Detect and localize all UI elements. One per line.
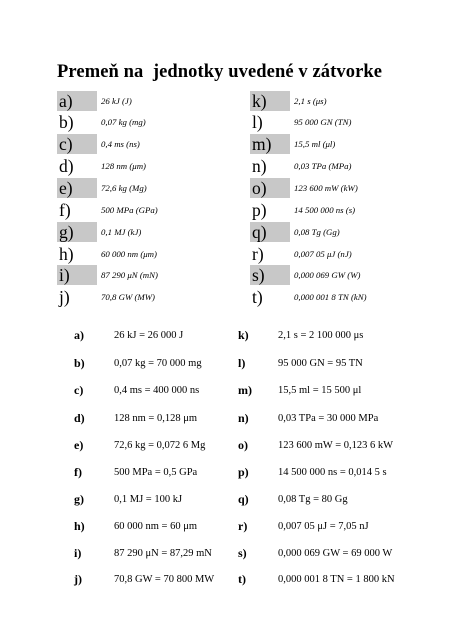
task-letter: b) [59,112,74,132]
task-letter: n) [252,156,267,176]
answer-text: 15,5 ml = 15 500 μl [278,384,362,396]
answer-text: 87 290 μN = 87,29 mN [114,547,212,559]
task-letter: k) [250,91,290,111]
task-expression: 26 kJ (J) [101,96,132,106]
task-expression: 0,07 kg (mg) [101,117,146,127]
answer-letter: t) [238,571,246,586]
task-expression: 0,000 069 GW (W) [294,270,361,280]
answer-letter: d) [74,410,85,425]
task-expression: 0,1 MJ (kJ) [101,227,142,237]
task-letter: i) [57,265,97,285]
answer-letter: c) [74,382,84,397]
task-h [57,244,157,264]
task-letter: r) [252,244,264,264]
answer-letter: f) [74,464,82,479]
answer-text: 0,07 kg = 70 000 mg [114,357,202,369]
answer-s [238,544,392,562]
worksheet-title: Premeň na jednotky uvedené v zátvorke [57,62,383,82]
answer-text: 0,000 001 8 TN = 1 800 kN [278,573,395,585]
task-b [57,112,146,132]
answer-text: 123 600 mW = 0,123 6 kW [278,439,394,451]
task-n [250,156,351,176]
answer-letter: b) [74,355,85,370]
task-letter: j) [59,287,70,307]
task-letter: e) [57,178,97,198]
task-letter: m) [250,134,290,154]
answer-f [74,463,197,481]
task-i [57,265,158,285]
answer-letter: p) [238,464,249,479]
task-q [250,222,340,242]
task-letter: c) [57,134,97,154]
answer-text: 60 000 nm = 60 μm [114,520,198,532]
task-e [57,178,147,198]
task-expression: 87 290 μN (mN) [101,270,158,280]
answer-i [74,544,212,562]
task-expression: 70,8 GW (MW) [101,292,155,302]
answer-m [238,381,361,399]
answer-text: 95 000 GN = 95 TN [278,357,363,369]
answer-letter: k) [238,327,249,342]
answer-k [238,326,363,344]
task-expression: 0,08 Tg (Gg) [294,227,340,237]
answer-letter: g) [74,491,84,506]
task-p [250,200,355,220]
answer-letter: n) [238,410,249,425]
task-l [250,112,351,132]
task-m [250,134,335,154]
task-j [57,287,155,307]
answer-b [74,354,202,372]
task-expression: 0,007 05 μJ (nJ) [294,249,352,259]
task-expression: 95 000 GN (TN) [294,117,352,127]
task-letter: q) [250,222,290,242]
answer-p [238,463,387,481]
answer-letter: j) [74,571,82,586]
task-expression: 128 nm (μm) [101,161,146,171]
task-o [250,178,358,198]
task-expression: 72,6 kg (Mg) [101,183,147,193]
task-a [57,91,132,111]
answer-text: 70,8 GW = 70 800 MW [114,573,215,585]
task-c [57,134,140,154]
task-expression: 14 500 000 ns (s) [294,205,356,215]
task-letter: a) [57,91,97,111]
answer-letter: s) [238,545,247,560]
answer-j [74,570,214,588]
task-r [250,244,352,264]
answer-text: 72,6 kg = 0,072 6 Mg [114,439,206,451]
answer-text: 0,03 TPa = 30 000 MPa [278,412,379,424]
answer-letter: a) [74,327,84,342]
answer-text: 26 kJ = 26 000 J [114,329,184,341]
answer-letter: o) [238,437,248,452]
answer-text: 2,1 s = 2 100 000 μs [278,329,364,341]
answer-g [74,490,182,508]
task-letter: p) [252,200,267,220]
task-f [57,200,158,220]
answer-n [238,409,378,427]
answer-t [238,570,395,588]
answer-letter: r) [238,518,248,533]
answer-o [238,436,393,454]
task-expression: 0,03 TPa (MPa) [294,161,352,171]
task-expression: 2,1 s (μs) [294,96,327,106]
task-letter: g) [57,222,97,242]
answer-q [238,490,348,508]
answer-d [74,409,197,427]
task-letter: f) [59,200,71,220]
answer-letter: i) [74,545,82,560]
task-expression: 123 600 mW (kW) [294,183,358,193]
answer-h [74,517,197,535]
task-expression: 60 000 nm (μm) [101,249,157,259]
answer-a [74,326,183,344]
task-letter: s) [250,265,290,285]
answer-letter: m) [238,382,252,397]
answer-letter: q) [238,491,249,506]
task-d [57,156,146,176]
task-expression: 15,5 ml (μl) [294,139,336,149]
answer-l [238,354,363,372]
answer-text: 500 MPa = 0,5 GPa [114,466,198,478]
answer-text: 0,4 ms = 400 000 ns [114,384,200,396]
task-letter: d) [59,156,74,176]
task-letter: t) [252,287,263,307]
answer-text: 0,000 069 GW = 69 000 W [278,547,393,559]
answer-c [74,381,199,399]
task-g [57,222,141,242]
answer-text: 0,08 Tg = 80 Gg [278,493,348,505]
task-t [250,287,367,307]
task-k [250,91,327,111]
answer-text: 128 nm = 0,128 μm [114,412,198,424]
answer-e [74,436,205,454]
answer-r [238,517,369,535]
task-letter: l) [252,112,263,132]
task-s [250,265,360,285]
answer-text: 0,1 MJ = 100 kJ [114,493,183,505]
answer-letter: h) [74,518,85,533]
task-expression: 0,000 001 8 TN (kN) [294,292,367,302]
task-expression: 0,4 ms (ns) [101,139,140,149]
answer-letter: l) [238,355,246,370]
answer-text: 0,007 05 μJ = 7,05 nJ [278,520,369,532]
answer-letter: e) [74,437,84,452]
task-expression: 500 MPa (GPa) [101,205,158,215]
task-letter: h) [59,244,74,264]
answer-text: 14 500 000 ns = 0,014 5 s [278,466,387,478]
task-letter: o) [250,178,290,198]
